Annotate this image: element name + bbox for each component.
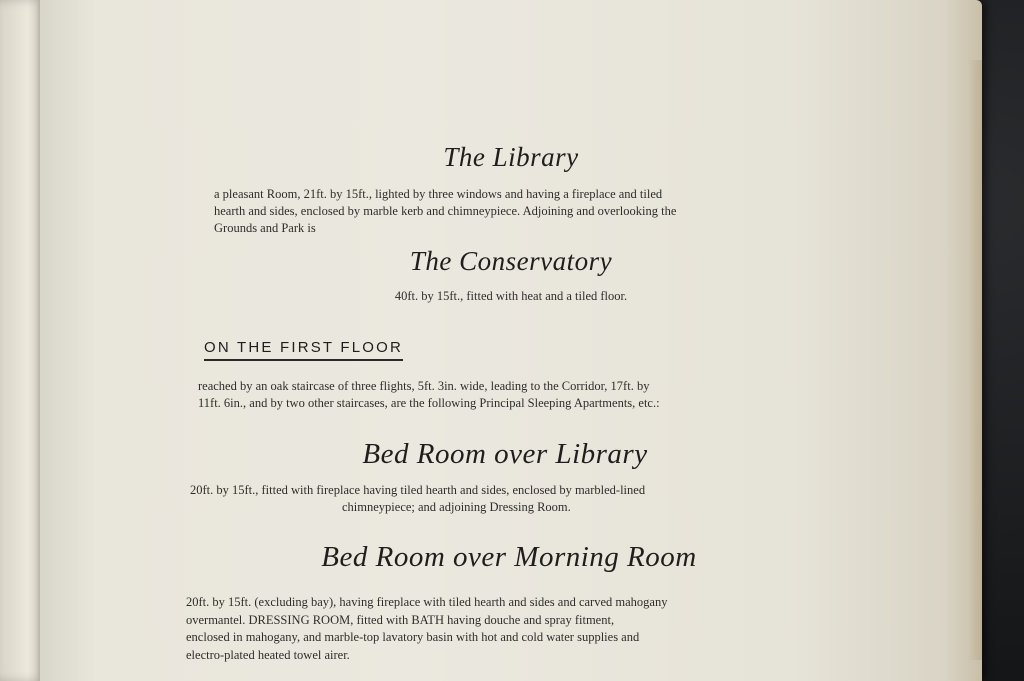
heading-bed-room-library: Bed Room over Library <box>362 438 648 470</box>
bed-room-library-line-2: chimneypiece; and adjoining Dressing Room. <box>342 500 571 514</box>
heading-bed-room-morning: Bed Room over Morning Room <box>321 541 697 573</box>
library-line-3: Grounds and Park is <box>214 221 316 235</box>
first-floor-line-2: 11ft. 6in., and by two other staircases, are the following Principal Sleeping Apartments, etc.: <box>198 396 660 410</box>
bed-room-morning-line-4: electro-plated heated towel airer. <box>186 647 350 662</box>
library-description <box>214 186 808 237</box>
bed-room-library-description <box>190 482 810 516</box>
bed-room-morning-line-2: overmantel. DRESSING ROOM, fitted with BATH having douche and spray fitment, <box>186 612 615 627</box>
library-line-2: hearth and sides, enclosed by marble kerb and chimneypiece. Adjoining and overlooking the <box>214 204 677 218</box>
bed-room-morning-line-1: 20ft. by 15ft. (excluding bay), having fireplace with tiled hearth and sides and carved mahogany <box>186 595 668 609</box>
first-floor-description <box>198 378 810 412</box>
bed-room-morning-line-3: enclosed in mahogany, and marble-top lavatory basin with hot and cold water supplies and <box>186 630 640 644</box>
bed-room-library-line-1: 20ft. by 15ft., fitted with fireplace having tiled hearth and sides, enclosed by marbled-lined <box>190 483 646 497</box>
first-floor-line-1: reached by an oak staircase of three flights, 5ft. 3in. wide, leading to the Corridor, 17ft. by <box>198 379 650 393</box>
conservatory-line: 40ft. by 15ft., fitted with heat and a tiled floor. <box>394 289 628 303</box>
book-page <box>40 0 982 681</box>
section-title-first-floor: ON THE FIRST FLOOR <box>204 339 403 361</box>
conservatory-description <box>40 288 982 305</box>
heading-conservatory: The Conservatory <box>409 246 613 276</box>
heading-library: The Library <box>443 142 579 172</box>
library-line-1: a pleasant Room, 21ft. by 15ft., lighted by three windows and having a fireplace and tiled <box>214 187 663 201</box>
bed-room-morning-description <box>186 594 814 664</box>
